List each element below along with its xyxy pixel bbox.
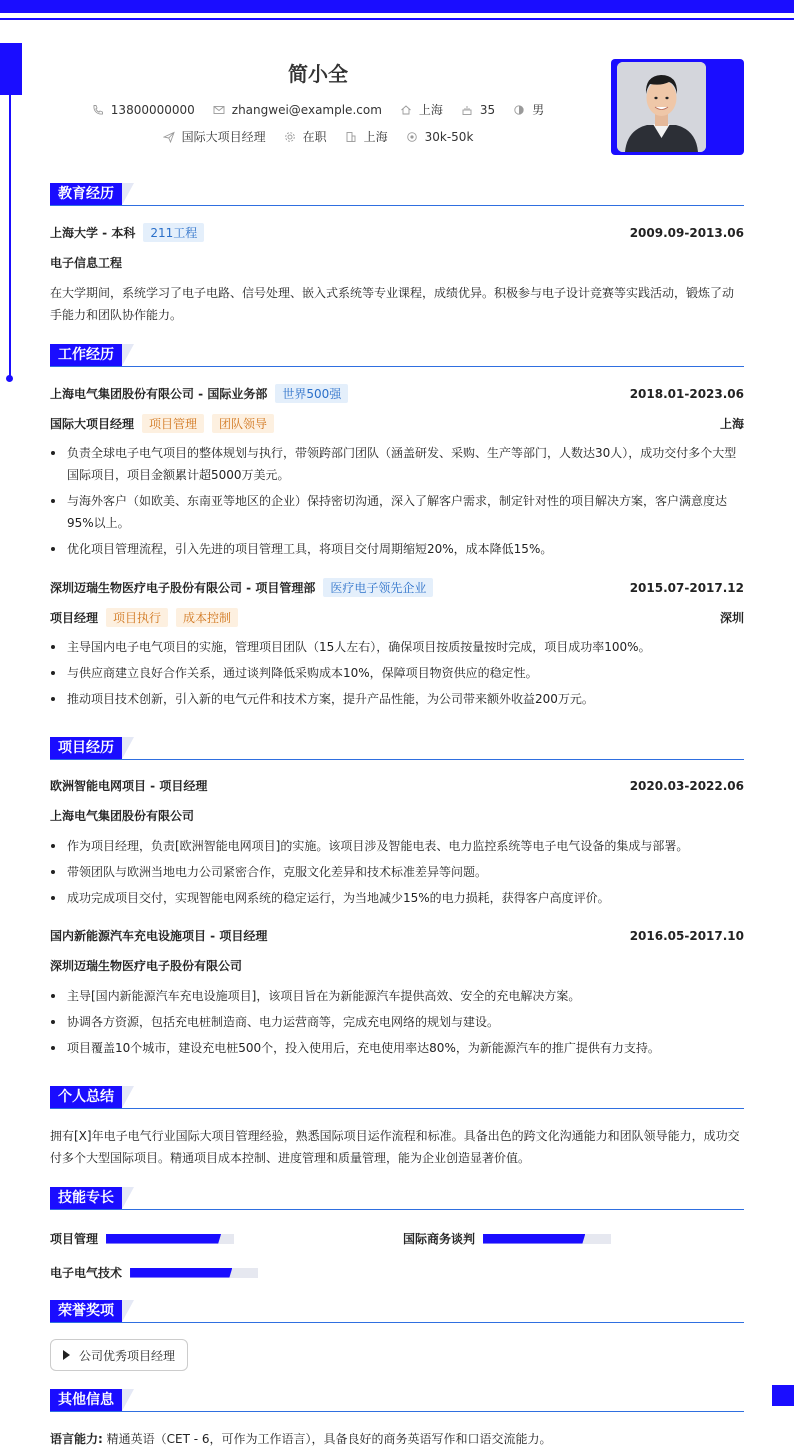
project-period: 2016.05-2017.10 <box>629 928 744 943</box>
school-name: 上海大学 - 本科 <box>50 226 136 240</box>
list-item: 与海外客户（如欧美、东南亚等地区的企业）保持密切沟通，深入了解客户需求，制定针对性的项目解决方案，客户满意度达95%以上。 <box>50 490 744 534</box>
list-item: 推动项目技术创新，引入新的电气元件和技术方案，提升产品性能，为公司带来额外收益200万元。 <box>50 688 744 710</box>
skill-bar-fill <box>130 1268 232 1278</box>
section-underline <box>50 759 744 760</box>
language-value: 精通英语（CET - 6，可作为工作语言），具备良好的商务英语写作和口语交流能力。 <box>106 1432 552 1446</box>
section-project <box>50 737 744 761</box>
project-company-row <box>50 807 744 824</box>
role-name: 项目经理 <box>50 611 99 625</box>
project-name: 欧洲智能电网项目 - 项目经理 <box>50 779 208 793</box>
work-period: 2015.07-2017.12 <box>629 580 744 595</box>
list-item: 主导[国内新能源汽车充电设施项目]，该项目旨在为新能源汽车提供高效、安全的充电解决方案。 <box>50 985 744 1007</box>
work-location: 深圳 <box>719 611 744 625</box>
section-underline <box>50 1411 744 1412</box>
role-name: 国际大项目经理 <box>50 417 135 431</box>
gear-icon <box>284 131 296 143</box>
summary-text: 拥有[X]年电子电气行业国际大项目管理经验，熟悉国际项目运作流程和标准。具备出色的跨文化沟通能力和团队领导能力，成功交付多个大型国际项目。精通项目成本控制、进度管理和质量管理，能为企业创造显著价值。 <box>50 1129 740 1165</box>
list-item: 优化项目管理流程，引入先进的项目管理工具，将项目交付周期缩短20%，成本降低15%。 <box>50 538 744 560</box>
skill-tag: 团队领导 <box>212 414 274 433</box>
skill-item <box>403 1230 611 1247</box>
top-accent-line <box>0 18 794 20</box>
gender-text: 男 <box>532 103 545 117</box>
skill-bar-fill <box>106 1234 221 1244</box>
mail-icon <box>213 104 225 116</box>
section-title: 荣誉奖项 <box>50 1300 122 1322</box>
phone-icon <box>92 104 104 116</box>
home-icon <box>400 104 412 116</box>
section-decoration <box>122 737 134 759</box>
section-title: 教育经历 <box>50 183 122 205</box>
award-name: 公司优秀项目经理 <box>79 1348 176 1363</box>
project-bullets <box>50 985 744 1063</box>
skill-name: 国际商务谈判 <box>403 1232 476 1246</box>
skill-bar-track <box>130 1268 258 1278</box>
section-decoration <box>122 1086 134 1108</box>
education-period: 2009.09-2013.06 <box>629 225 744 240</box>
section-underline <box>50 366 744 367</box>
section-underline <box>50 205 744 206</box>
email-item <box>213 103 382 117</box>
skill-name: 电子电气技术 <box>50 1266 123 1280</box>
section-title: 其他信息 <box>50 1389 122 1411</box>
list-item: 负责全球电子电气项目的整体规划与执行，带领跨部门团队（涵盖研发、采购、生产等部门，人数达30人），成功交付多个大型国际项目，项目金额累计超5000万美元。 <box>50 442 744 486</box>
target-icon <box>406 131 418 143</box>
work-role-row <box>50 608 744 627</box>
list-item: 项目覆盖10个城市，建设充电桩500个，投入使用后，充电使用率达80%，为新能源汽车的推广提供有力支持。 <box>50 1037 744 1059</box>
skill-tag: 成本控制 <box>176 608 238 627</box>
project-name: 国内新能源汽车充电设施项目 - 项目经理 <box>50 929 268 943</box>
section-underline <box>50 1322 744 1323</box>
skill-item <box>50 1264 258 1281</box>
top-accent-bar <box>0 0 794 13</box>
section-decoration <box>122 1187 134 1209</box>
phone-item <box>92 103 195 117</box>
skill-tag: 项目执行 <box>106 608 168 627</box>
target-city-text: 上海 <box>363 130 388 144</box>
work-header <box>50 578 744 597</box>
company-tag: 医疗电子领先企业 <box>323 578 433 597</box>
job-row <box>0 128 636 145</box>
work-location: 上海 <box>719 417 744 431</box>
project-header <box>50 777 744 794</box>
language-label: 语言能力: <box>50 1432 103 1446</box>
candidate-name: 简小全 <box>288 62 348 86</box>
play-icon <box>63 1350 70 1360</box>
company-name: 深圳迈瑞生物医疗电子股份有限公司 - 项目管理部 <box>50 581 316 595</box>
section-decoration <box>122 344 134 366</box>
photo-frame <box>611 59 744 155</box>
age-text: 35 <box>479 102 496 117</box>
section-awards <box>50 1300 744 1324</box>
building-icon <box>345 131 357 143</box>
list-item: 协调各方资源，包括充电桩制造商、电力运营商等，完成充电网络的规划与建设。 <box>50 1011 744 1033</box>
section-summary <box>50 1086 744 1110</box>
section-title: 技能专长 <box>50 1187 122 1209</box>
project-company: 上海电气集团股份有限公司 <box>50 809 195 823</box>
project-company-row <box>50 957 744 974</box>
award-item[interactable] <box>50 1339 188 1371</box>
skill-tag: 项目管理 <box>142 414 204 433</box>
send-icon <box>163 131 175 143</box>
email-text: zhangwei@example.com <box>231 102 382 117</box>
education-major-row <box>50 254 744 271</box>
work-bullets <box>50 636 744 714</box>
skill-bar-fill <box>483 1234 585 1244</box>
cake-icon <box>461 104 473 116</box>
contact-row <box>0 101 636 118</box>
section-other <box>50 1389 744 1413</box>
work-period: 2018.01-2023.06 <box>629 386 744 401</box>
list-item: 成功完成项目交付，实现智能电网系统的稳定运行，为当地减少15%的电力损耗，获得客户高度评价。 <box>50 887 744 909</box>
language-info <box>50 1430 552 1447</box>
company-name: 上海电气集团股份有限公司 - 国际业务部 <box>50 387 268 401</box>
salary-text: 30k-50k <box>424 129 474 144</box>
list-item: 作为项目经理，负责[欧洲智能电网项目]的实施。该项目涉及智能电表、电力监控系统等电子电气设备的集成与部署。 <box>50 835 744 857</box>
list-item: 主导国内电子电气项目的实施，管理项目团队（15人左右），确保项目按质按量按时完成，项目成功率100%。 <box>50 636 744 658</box>
section-education <box>50 183 744 207</box>
education-description: 在大学期间，系统学习了电子电路、信号处理、嵌入式系统等专业课程，成绩优异。积极参与电子设计竞赛等实践活动，锻炼了动手能力和团队协作能力。 <box>50 286 735 322</box>
city-item <box>400 101 443 118</box>
status-item <box>284 128 327 145</box>
list-item: 带领团队与欧洲当地电力公司紧密合作，克服文化差异和技术标准差异等问题。 <box>50 861 744 883</box>
project-period: 2020.03-2022.06 <box>629 778 744 793</box>
project-bullets <box>50 835 744 913</box>
list-item: 与供应商建立良好合作关系，通过谈判降低采购成本10%，保障项目物资供应的稳定性。 <box>50 662 744 684</box>
section-title: 个人总结 <box>50 1086 122 1108</box>
left-accent-block <box>0 43 22 95</box>
section-underline <box>50 1108 744 1109</box>
section-decoration <box>122 1389 134 1411</box>
target-city-item <box>345 128 388 145</box>
left-timeline-dot <box>6 375 13 382</box>
work-header <box>50 384 744 403</box>
work-bullets <box>50 442 744 564</box>
section-work <box>50 344 744 368</box>
age-item <box>461 103 495 117</box>
skill-bar-track <box>106 1234 234 1244</box>
avatar <box>617 62 706 152</box>
project-header <box>50 927 744 944</box>
school-tag: 211工程 <box>143 223 204 242</box>
skill-bar-track <box>483 1234 611 1244</box>
right-accent-block <box>772 1385 794 1406</box>
phone-text: 13800000000 <box>110 102 195 117</box>
status-text: 在职 <box>302 130 327 144</box>
project-company: 深圳迈瑞生物医疗电子股份有限公司 <box>50 959 243 973</box>
job-title-text: 国际大项目经理 <box>181 130 266 144</box>
salary-item <box>406 130 474 144</box>
section-title: 工作经历 <box>50 344 122 366</box>
city-text: 上海 <box>418 103 443 117</box>
section-decoration <box>122 183 134 205</box>
section-skills <box>50 1187 744 1211</box>
section-underline <box>50 1209 744 1210</box>
section-decoration <box>122 1300 134 1322</box>
job-title-item <box>163 128 266 145</box>
skill-name: 项目管理 <box>50 1232 99 1246</box>
skill-item <box>50 1230 234 1247</box>
company-tag: 世界500强 <box>275 384 348 403</box>
education-header <box>50 223 744 242</box>
gender-icon <box>513 104 525 116</box>
work-role-row <box>50 414 744 433</box>
section-title: 项目经历 <box>50 737 122 759</box>
gender-item <box>513 101 544 118</box>
major-name: 电子信息工程 <box>50 256 123 270</box>
